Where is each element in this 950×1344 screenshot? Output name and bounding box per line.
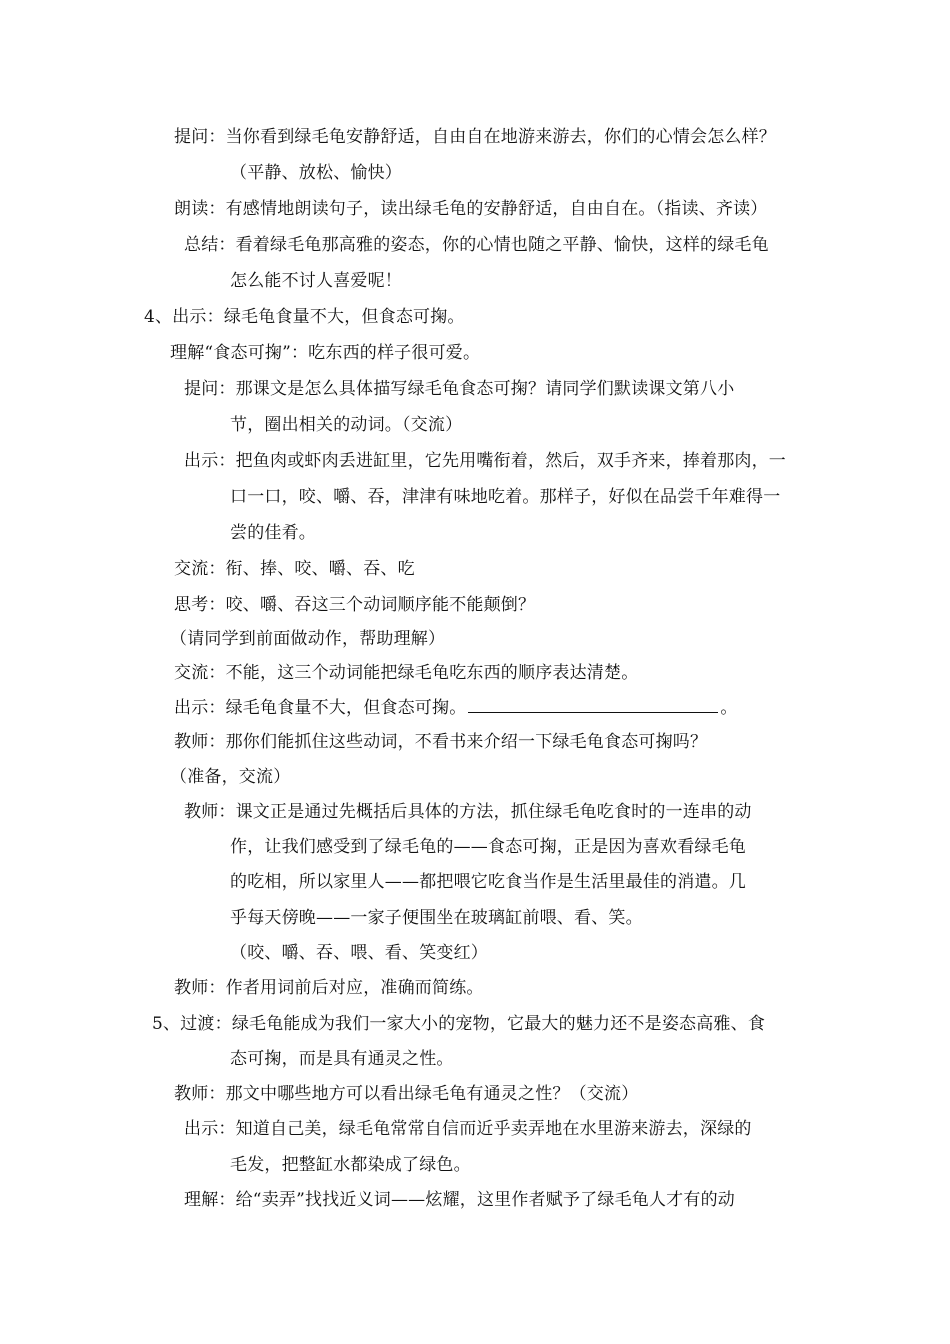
text-line-25: 教师：作者用词前后对应，准确而简练。 (174, 978, 484, 998)
text-line-15: （请同学到前面做动作，帮助理解） (170, 629, 446, 649)
text-line-19: （准备，交流） (170, 767, 291, 787)
text-line-24: （咬、嚼、吞、喂、看、笑变红） (230, 943, 488, 963)
text-line-21: 作，让我们感受到了绿毛龟的——食态可掬，正是因为喜欢看绿毛龟 (230, 837, 746, 857)
text-line-10: 出示：把鱼肉或虾肉丢进缸里，它先用嘴衔着，然后，双手齐来，捧着那肉，一 (184, 451, 786, 471)
text-line-13: 交流：衔、捧、咬、嚼、吞、吃 (174, 559, 415, 579)
fill-in-blank (468, 696, 718, 713)
text-line-7: 理解“食态可掬”：吃东西的样子很可爱。 (170, 343, 481, 363)
text-line-9: 节，圈出相关的动词。（交流） (230, 415, 463, 435)
text-line-17 (174, 696, 738, 719)
text-line-22: 的吃相，所以家里人——都把喂它吃食当作是生活里最佳的消遣。几 (230, 872, 746, 892)
text-line-17-suffix: 。 (720, 698, 738, 718)
text-line-11: 口一口，咬、嚼、吞，津津有味地吃着。那样子，好似在品尝千年难得一 (230, 487, 781, 507)
text-line-5: 怎么能不讨人喜爱呢！ (230, 271, 402, 291)
text-line-16: 交流：不能，这三个动词能把绿毛龟吃东西的顺序表达清楚。 (174, 663, 639, 683)
text-line-12: 尝的佳肴。 (230, 523, 316, 543)
text-line-3: 朗读：有感情地朗读句子，读出绿毛龟的安静舒适，自由自在。（指读、齐读） (174, 199, 768, 219)
text-line-30: 毛发，把整缸水都染成了绿色。 (230, 1155, 471, 1175)
text-line-20: 教师：课文正是通过先概括后具体的方法，抓住绿毛龟吃食时的一连串的动 (184, 802, 752, 822)
text-line-8: 提问：那课文是怎么具体描写绿毛龟食态可掬？请同学们默读课文第八小 (184, 379, 735, 399)
text-line-6: 4、出示：绿毛龟食量不大，但食态可掬。 (144, 307, 465, 327)
text-line-2: （平静、放松、愉快） (230, 163, 402, 183)
text-line-14: 思考：咬、嚼、吞这三个动词顺序能不能颠倒？ (174, 595, 536, 615)
text-line-4: 总结：看着绿毛龟那高雅的姿态，你的心情也随之平静、愉快，这样的绿毛龟 (184, 235, 769, 255)
text-line-31: 理解：给“卖弄”找找近义词——炫耀，这里作者赋予了绿毛龟人才有的动 (184, 1190, 735, 1210)
text-line-26: 5、过渡：绿毛龟能成为我们一家大小的宠物，它最大的魅力还不是姿态高雅、食 (152, 1014, 766, 1034)
text-line-29: 出示：知道自己美，绿毛龟常常自信而近乎卖弄地在水里游来游去，深绿的 (184, 1119, 752, 1139)
text-line-27: 态可掬，而是具有通灵之性。 (230, 1049, 454, 1069)
text-line-18: 教师：那你们能抓住这些动词，不看书来介绍一下绿毛龟食态可掬吗？ (174, 732, 708, 752)
text-line-23: 乎每天傍晚——一家子便围坐在玻璃缸前喂、看、笑。 (230, 908, 643, 928)
text-line-1: 提问：当你看到绿毛龟安静舒适，自由自在地游来游去，你们的心情会怎么样？ (174, 127, 776, 147)
text-line-28: 教师：那文中哪些地方可以看出绿毛龟有通灵之性？（交流） (174, 1084, 639, 1104)
text-line-17-prefix: 出示：绿毛龟食量不大，但食态可掬。 (174, 698, 467, 718)
